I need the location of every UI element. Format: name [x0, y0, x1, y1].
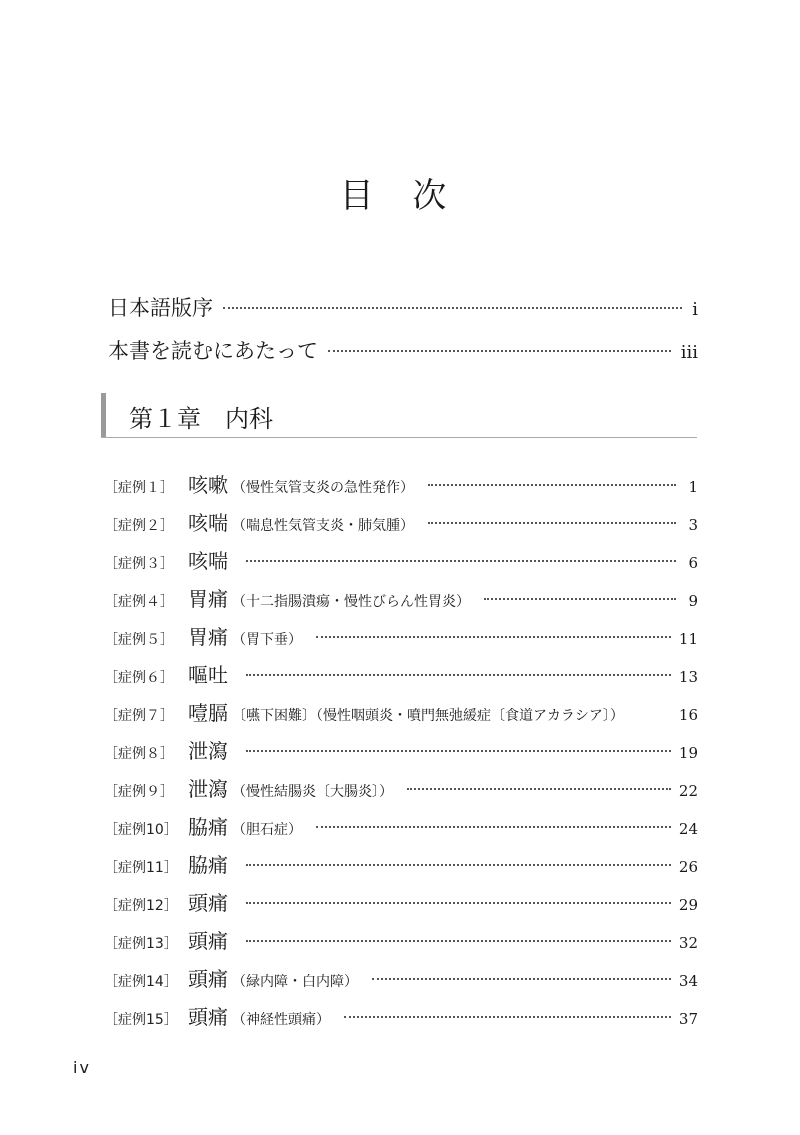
case-main-title: 胃痛	[188, 587, 228, 611]
case-id: ［症例６］	[104, 670, 174, 686]
case-id: ［症例９］	[104, 784, 174, 800]
leader-dots	[246, 560, 676, 562]
case-subtitle: （胃下垂）	[232, 632, 302, 648]
page-title: 目 次	[339, 176, 461, 216]
toc-page-number: 3	[688, 516, 698, 534]
toc-page-number: 24	[678, 820, 698, 838]
leader-dots	[246, 674, 671, 676]
case-subtitle: （胆石症）	[232, 822, 302, 838]
toc-case-entry[interactable]	[104, 1001, 698, 1030]
case-id: ［症例15］	[104, 1012, 178, 1028]
toc-page-number: 22	[678, 782, 698, 800]
case-subtitle: （慢性気管支炎の急性発作）	[232, 480, 414, 496]
toc-page-number: 16	[678, 706, 698, 724]
case-id: ［症例14］	[104, 974, 178, 990]
toc-page-number: i	[692, 299, 698, 320]
case-id: ［症例４］	[104, 594, 174, 610]
case-main-title: 頭痛	[188, 967, 228, 991]
toc-case-entry[interactable]	[104, 621, 698, 650]
toc-page-number: 1	[688, 478, 698, 496]
leader-dots	[428, 522, 676, 524]
toc-page-number: 6	[688, 554, 698, 572]
case-id: ［症例５］	[104, 632, 174, 648]
toc-case-entry[interactable]	[104, 545, 698, 574]
toc-page-number: 34	[678, 972, 698, 990]
case-subtitle: （慢性結腸炎〔大腸炎〕）	[232, 784, 393, 800]
case-main-title: 脇痛	[188, 853, 228, 877]
case-id: ［症例７］	[104, 708, 174, 724]
case-main-title: 泄瀉	[188, 777, 228, 801]
case-main-title: 頭痛	[188, 891, 228, 915]
toc-page-number: 32	[678, 934, 698, 952]
case-main-title: 咳嗽	[188, 473, 228, 497]
toc-case-entry[interactable]	[104, 887, 698, 916]
case-main-title: 脇痛	[188, 815, 228, 839]
case-id: ［症例１］	[104, 480, 174, 496]
toc-page-number: 37	[678, 1010, 698, 1028]
leader-dots	[246, 902, 671, 904]
case-id: ［症例２］	[104, 518, 174, 534]
chapter-heading[interactable]	[101, 393, 697, 438]
case-main-title: 胃痛	[188, 625, 228, 649]
toc-page-number: 11	[678, 630, 698, 648]
toc-entry-label: 本書を読むにあたって	[108, 339, 318, 363]
toc-case-entry[interactable]	[104, 697, 698, 726]
toc-page-number: 9	[688, 592, 698, 610]
page-folio: iv	[73, 1058, 91, 1077]
toc-page-number: iii	[680, 342, 698, 363]
toc-entry-preface[interactable]	[108, 292, 698, 322]
leader-dots	[428, 484, 676, 486]
case-id: ［症例12］	[104, 898, 178, 914]
case-subtitle: 〔嚥下困難〕（慢性咽頭炎・噴門無弛緩症〔食道アカラシア〕）	[232, 708, 624, 724]
leader-dots	[246, 940, 671, 942]
case-main-title: 噎膈	[188, 701, 228, 725]
toc-case-entry[interactable]	[104, 583, 698, 612]
toc-case-entry[interactable]	[104, 925, 698, 954]
case-id: ［症例13］	[104, 936, 178, 952]
toc-case-entry[interactable]	[104, 507, 698, 536]
toc-case-entry[interactable]	[104, 659, 698, 688]
chapter-accent-bar	[101, 393, 106, 437]
toc-page-number: 13	[678, 668, 698, 686]
case-subtitle: （喘息性気管支炎・肺気腫）	[232, 518, 414, 534]
case-main-title: 頭痛	[188, 929, 228, 953]
toc-case-entry[interactable]	[104, 811, 698, 840]
toc-page-number: 29	[678, 896, 698, 914]
toc-page-number: 26	[678, 858, 698, 876]
toc-entry-label: 日本語版序	[108, 296, 213, 320]
case-id: ［症例11］	[104, 860, 178, 876]
case-subtitle: （神経性頭痛）	[232, 1012, 330, 1028]
chapter-title: 第１章 内科	[129, 405, 273, 433]
leader-dots	[316, 826, 671, 828]
case-id: ［症例３］	[104, 556, 174, 572]
leader-dots	[246, 750, 671, 752]
toc-entry-reading-guide[interactable]	[108, 335, 698, 365]
toc-page-number: 19	[678, 744, 698, 762]
leader-dots	[223, 307, 682, 309]
case-main-title: 泄瀉	[188, 739, 228, 763]
leader-dots	[344, 1016, 671, 1018]
case-id: ［症例10］	[104, 822, 178, 838]
leader-dots	[407, 788, 671, 790]
leader-dots	[316, 636, 671, 638]
leader-dots	[372, 978, 671, 980]
case-main-title: 咳喘	[188, 511, 228, 535]
leader-dots	[484, 598, 676, 600]
toc-case-entry[interactable]	[104, 849, 698, 878]
case-subtitle: （緑内障・白内障）	[232, 974, 358, 990]
case-main-title: 咳喘	[188, 549, 228, 573]
case-main-title: 嘔吐	[188, 663, 228, 687]
case-id: ［症例８］	[104, 746, 174, 762]
leader-dots	[246, 864, 671, 866]
case-subtitle: （十二指腸潰瘍・慢性びらん性胃炎）	[232, 594, 470, 610]
toc-case-entry[interactable]	[104, 773, 698, 802]
toc-case-entry[interactable]	[104, 469, 698, 498]
toc-case-entry[interactable]	[104, 735, 698, 764]
case-main-title: 頭痛	[188, 1005, 228, 1029]
leader-dots	[328, 350, 671, 352]
toc-case-entry[interactable]	[104, 963, 698, 992]
